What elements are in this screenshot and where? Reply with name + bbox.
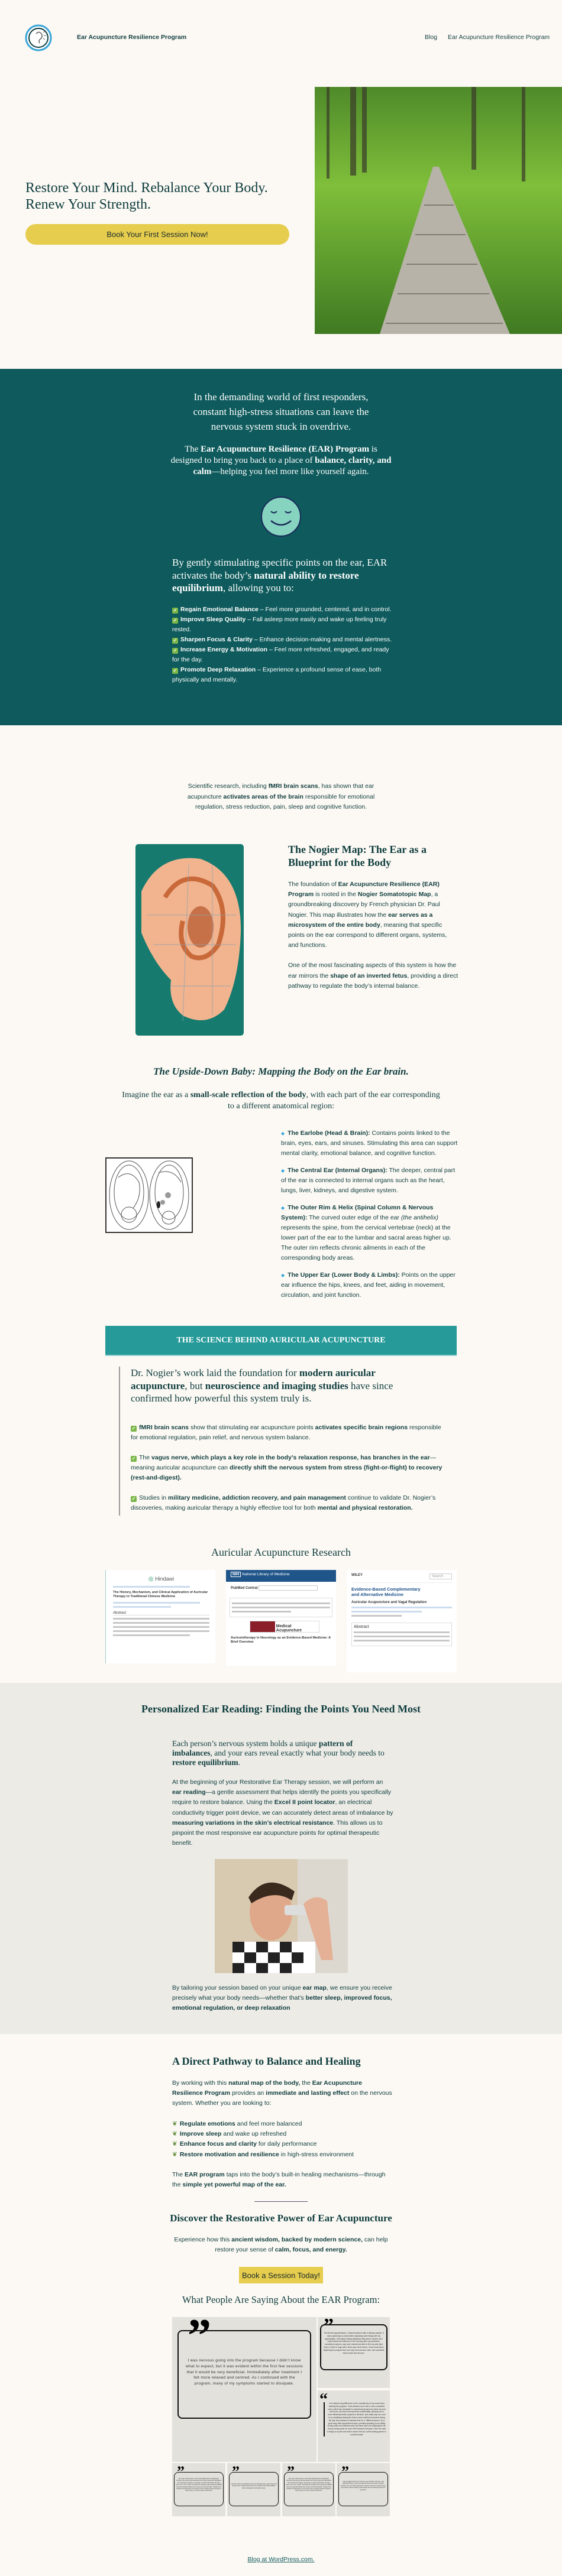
upside-down-lead	[118, 1090, 444, 1112]
check-icon: ✓	[173, 618, 177, 623]
text-segment: The	[185, 445, 201, 454]
nogier-heading: The Nogier Map: The Ear as a Blueprint for the Body	[288, 843, 427, 868]
wiley-logo: WILEY	[351, 1573, 363, 1577]
site-title[interactable]: Ear Acupuncture Resilience Program	[77, 34, 187, 41]
text-segment: continue to validate Dr. Nogier’s discoveries, making auricular therapy a highly effective tool for both	[131, 1494, 436, 1511]
emphasis-text: ear reading	[172, 1789, 206, 1796]
card-section: Abstract	[113, 1611, 209, 1615]
text-segment: By tailoring your session based on your unique	[172, 1984, 303, 1991]
emphasis-text: fMRI brain scans	[139, 1423, 189, 1431]
text-segment: —helping you feel more like yourself again.	[211, 467, 369, 476]
emphasis-text: ear serves as a microsystem of the entire body	[288, 911, 433, 929]
text-segment: By working with this	[172, 2079, 229, 2087]
science-points	[131, 1423, 444, 1513]
footer	[0, 2556, 562, 2563]
emphasis-text: ear map	[302, 1984, 327, 1991]
quote-mark-icon: ”	[341, 2463, 349, 2480]
text-segment: taps into the body’s built-in healing mechanisms—through the	[172, 2171, 386, 2189]
pathway-item	[172, 2139, 394, 2149]
text-segment: Studies in	[139, 1494, 169, 1501]
benefit-title: Regain Emotional Balance	[180, 606, 259, 613]
benefit-text: – Feel more grounded, centered, and in control.	[258, 606, 392, 613]
text-segment: The	[139, 1454, 152, 1461]
benefit-title: Promote Deep Relaxation	[180, 666, 256, 673]
testimonial-text: I was struggling with some insomnia, low frustration tolerance, and difficulty focusing. I feel less dealt with those previously in therapy sessions, but I love that acupuncture sessions seemed to clear those up way quicker without having to talk through all of the feelings behind the symptoms.	[338, 2472, 388, 2506]
region-item	[281, 1166, 458, 1196]
emphasis-text: activates areas of the brain	[223, 793, 303, 800]
upside-down-heading: The Upside-Down Baby: Mapping the Body on the Ear brain.	[153, 1066, 409, 1077]
testimonial-text: I was nervous going into the program because I didn’t know what to expect, but it was evident within the first few sessions that it would be very beneficial. Immediately after treatment I felt more relaxed and centred. As I continued with the program, many of my symptoms started to dissipate.	[177, 2330, 311, 2419]
emphasis-text: restore equilibrium	[172, 1758, 238, 1767]
emphasis-text: directly shift the nervous system from stress (fight-or-flight) to recovery (rest-and-digest).	[131, 1464, 443, 1481]
check-icon: ✓	[173, 648, 177, 653]
discover-text	[172, 2235, 390, 2255]
region-text	[281, 1130, 457, 1157]
diamond-bullet-icon: ◆	[281, 1273, 285, 1278]
pathway-item	[172, 2150, 394, 2160]
text-segment: The curved outer edge of the ear	[307, 1214, 401, 1221]
text-segment: responsible for emotional regulation, pain relief, and nervous system balance.	[131, 1423, 441, 1441]
research-card-hindawi[interactable]	[105, 1570, 215, 1663]
text-segment: At the beginning of your Restorative Ear Therapy session, we will perform an	[172, 1779, 383, 1786]
emphasis-text: fMRI brain scans	[268, 783, 318, 790]
relaxed-smiley-icon	[260, 496, 302, 537]
region-text	[281, 1167, 455, 1194]
emphasis-text: activates specific brain regions	[315, 1423, 408, 1431]
text-segment: Contains points linked to the brain, eyes, ears, and sinuses. Stimulating this area can support mental clarity, emotional balance, and cognitive function.	[281, 1130, 458, 1157]
text-segment: . This allows us to pinpoint the most responsive ear acupuncture points for optimal therapeutic benefit.	[172, 1819, 383, 1847]
benefit-item	[172, 635, 394, 645]
text-segment: provides an	[230, 2090, 266, 2097]
text-segment: show that stimulating ear acupuncture points	[189, 1423, 315, 1431]
sprout-icon: ❦	[172, 2140, 177, 2148]
text-segment: , with each part of the ear corresponding to a different anatomical region:	[227, 1091, 440, 1111]
testimonial-tile	[227, 2463, 280, 2516]
card-section: Abstract	[354, 1625, 369, 1629]
testimonial-text: My mood, clinical levels, and overall wellbeing have significantly improved. My anxiety has decreased and I rarely experience flashbacks since joining the program. Generally, my friends and family say that I seem to be more myself. Combining the program with therapy and EMDR has tremendously helped my recovery and mental health. I always look forward to acupuncture on the days I have a therapy session because it helps bring my nervous system back down.	[284, 2472, 334, 2506]
emphasis-text: Enhance focus and clarity	[179, 2140, 257, 2148]
diamond-bullet-icon: ◆	[281, 1131, 285, 1136]
testimonial-tile	[282, 2463, 335, 2516]
emphasis-text: Excel II point locator	[274, 1799, 335, 1806]
text-segment: the	[300, 2079, 312, 2087]
emphasis-text: natural map of the body,	[228, 2079, 301, 2087]
region-item	[281, 1128, 458, 1159]
text-segment: and wake up refreshed	[221, 2130, 287, 2138]
check-icon: ✓	[173, 608, 177, 613]
text-segment: represents the spine, from the cervical vertebrae (neck) at the lower part of the ear to the lumbar and sacral areas higher up. The outer rim reflects chronic ailments in each of the corresponding body areas.	[281, 1224, 451, 1261]
research-card-wiley[interactable]	[347, 1570, 457, 1672]
region-text	[281, 1271, 456, 1299]
science-point-text	[131, 1424, 441, 1441]
text-segment: The	[172, 2171, 185, 2178]
check-icon: ✓	[173, 668, 177, 673]
text-segment: —meaning auricular acupuncture can	[131, 1454, 437, 1471]
pathway-list	[172, 2119, 394, 2160]
text-segment: , but	[185, 1380, 205, 1391]
emphasis-text: Nogier Somatotopic Map	[357, 891, 431, 898]
intro-text: In the demanding world of first responders, constant high-stress situations can leave the nervous system stuck in overdrive.	[193, 391, 369, 432]
text-segment: , has shown that ear acupuncture	[187, 783, 374, 800]
text-segment: (the antihelix)	[400, 1214, 438, 1221]
text-segment: —a gentle assessment that helps identify the points you specifically require to restore balance. Using the	[172, 1789, 392, 1806]
benefit-text: – Feel more refreshed, engaged, and ready for the day.	[172, 646, 389, 663]
equilibrium-text	[172, 556, 394, 595]
emphasis-text: balance, clarity, and calm	[193, 456, 392, 476]
emphasis-text: immediate and lasting effect	[266, 2090, 350, 2097]
emphasis-text: modern auricular acupuncture	[131, 1367, 376, 1391]
emphasis-text: calm, focus, and energy.	[274, 2246, 347, 2254]
emphasis-text: pattern of imbalances	[172, 1739, 353, 1757]
text-segment: , allowing you to:	[222, 582, 294, 593]
text-segment: , meaning that specific points on the ear correspond to different organs, systems, and functions.	[288, 921, 447, 949]
pathway-item	[172, 2119, 394, 2129]
emphasis-text: The Earlobe (Head & Brain):	[288, 1130, 370, 1137]
text-segment: , we ensure you receive precisely what your body needs—whether that’s	[172, 1984, 392, 2002]
benefit-title: Improve Sleep Quality	[180, 616, 246, 623]
personalized-section	[0, 1683, 562, 2034]
emphasis-text: vagus nerve, which plays a key role in the body’s relaxation response, has branches in the ear	[151, 1454, 430, 1461]
science-quote-block	[119, 1367, 450, 1516]
benefit-title: Increase Energy & Motivation	[180, 646, 268, 653]
emphasis-text: ancient wisdom, backed by modern science,	[231, 2236, 363, 2243]
emphasis-text: Restore motivation and resilience	[179, 2150, 279, 2158]
science-point-text	[131, 1494, 435, 1511]
card-title: The History, Mechanism, and Clinical Application of Auricular Therapy in Traditional Chinese Medicine	[113, 1591, 208, 1598]
testimonial-tile	[172, 2463, 225, 2516]
text-segment: Imagine the ear as a	[122, 1091, 190, 1099]
emphasis-text: Regulate emotions	[179, 2120, 235, 2127]
personalized-lead	[172, 1739, 391, 1767]
text-segment: in high-stress environment	[279, 2150, 354, 2158]
ear-program-text	[169, 444, 393, 478]
sprout-icon: ❦	[172, 2120, 177, 2127]
text-segment: , providing a direct pathway to regulate the body’s internal balance.	[288, 972, 458, 989]
benefit-title: Sharpen Focus & Clarity	[180, 636, 253, 643]
hero-heading: Restore Your Mind. Rebalance Your Body. Renew Your Strength.	[25, 180, 268, 212]
quote-mark-icon: ”	[324, 2317, 334, 2337]
medical-acupuncture-logo: Medical Acupuncture	[250, 1621, 319, 1633]
text-segment: can help restore your sense of	[215, 2236, 388, 2254]
benefit-item	[172, 615, 394, 635]
emphasis-text: Ear Acupuncture Resilience (EAR) Program	[288, 881, 440, 898]
book-first-session-button[interactable]: Book Your First Session Now!	[25, 224, 289, 245]
text-segment: Experience how this	[174, 2236, 232, 2243]
tailoring-text	[172, 1983, 394, 2014]
diamond-bullet-icon: ◆	[281, 1205, 285, 1211]
emphasis-text: The Central Ear (Internal Organs):	[288, 1167, 387, 1174]
text-segment: By gently stimulating specific points on the ear, EAR activates the body’s	[172, 557, 387, 581]
emphasis-text: Ear Acupuncture Resilience (EAR) Program	[201, 445, 370, 454]
book-session-button[interactable]: Book a Session Today!	[239, 2267, 323, 2283]
nogier-paragraph	[288, 880, 458, 950]
testimonial-text: I've noticed a big difference in the consistency of my mood since starting this program. It has allowed me to feel a more consistent calm, which has translated to experiencing way less stress at work and home. My focus has improved substantially, allowing me to more efficiently tackle projects of all kinds, and really help me zone in on prioritizing finding the time to work out/find movement during the day. My husband is insistent that I'm a "different person" (in a good way) after appointment days, primarily speaking to my ability to stay calm and collected when my three year old is flipping her lid. I keep coming back for more EAR sessions because I love the calm it brings to my life and that is hard to find as a shift working parent to a small human!	[324, 2402, 386, 2437]
testimonial-text: Felt less tension immediately and for the following days, easier sleep and quieter mind. Coupled with therapy, this program has helped facilitate stress management and easier sleep.	[229, 2472, 279, 2506]
region-item	[281, 1203, 458, 1263]
check-icon: ✓	[173, 638, 177, 643]
text-segment: responsible for emotional regulation, stress reduction, pain, sleep and cognitive function.	[195, 793, 375, 810]
divider	[254, 2201, 308, 2202]
text-segment: have since confirmed how powerful this system truly is.	[131, 1380, 393, 1404]
emphasis-text: measuring variations in the skin’s electrical resistance	[172, 1819, 334, 1826]
emphasis-text: military medicine, addiction recovery, and pain management	[168, 1494, 346, 1501]
check-icon: ✓	[131, 1455, 136, 1461]
text-segment: for daily performance	[256, 2140, 317, 2148]
pathway-item	[172, 2129, 394, 2139]
science-point	[131, 1453, 444, 1483]
testimonial-tile	[172, 2317, 316, 2462]
quote-mark-icon: “	[319, 2390, 328, 2409]
emphasis-text: simple yet powerful map of the ear.	[182, 2181, 286, 2189]
site-logo[interactable]	[24, 22, 53, 53]
testimonial-tile	[318, 2390, 390, 2462]
emphasis-text: The Upper Ear (Lower Body & Limbs):	[288, 1271, 400, 1279]
text-segment: is rooted in the	[314, 891, 358, 898]
hindawi-logo: ◎ Hindawi	[148, 1576, 175, 1582]
ear-regions-list	[281, 1128, 458, 1308]
emphasis-text: better sleep, improved focus, emotional regulation, or deep relaxation	[172, 1994, 392, 2012]
text-segment: , and your ears reveal exactly what your body needs to	[210, 1748, 385, 1757]
journal-name: Evidence-Based Complementary and Alternative Medicine	[351, 1587, 421, 1597]
science-point	[131, 1423, 444, 1443]
benefit-text: – Enhance decision-making and mental alertness.	[252, 636, 392, 643]
discover-heading: Discover the Restorative Power of Ear Acupuncture	[170, 2212, 392, 2224]
card-title: Auriculotherapy in Neurology as an Evidence-Based Medicine: A Brief Overview	[231, 1636, 331, 1644]
sprout-icon: ❦	[172, 2130, 177, 2138]
nav-program[interactable]: Ear Acupuncture Resilience Program	[448, 34, 550, 41]
testimonial-text: My mood, clinical levels, and overall wellbeing have significantly improved. My anxiety has decreased and I rarely experience flashbacks since joining the program. Generally, my friends and family say that I seem to be more myself. Combining the program with therapy and EMDR has tremendously helped my recovery and mental health. I always look forward to acupuncture on the days I have a therapy session because it helps bring my nervous system back down.	[174, 2472, 224, 2506]
text-segment: One of the most fascinating aspects of this system is how the ear mirrors the	[288, 962, 457, 979]
emphasis-text: neuroscience and imaging studies	[205, 1380, 348, 1391]
text-segment: on the nervous system. Whether you are looking to:	[172, 2090, 392, 2107]
benefit-text: – Fall asleep more easily and wake up feeling truly rested.	[172, 616, 387, 633]
testimonial-tile	[337, 2463, 390, 2516]
text-segment: Points on the upper ear influence the hips, knees, and feet, aiding in movement, circulation, and joint function.	[281, 1271, 456, 1299]
nogier-text	[288, 880, 458, 1001]
text-segment: Each person’s nervous system holds a unique	[172, 1739, 319, 1748]
region-text	[281, 1204, 451, 1261]
emphasis-text: Improve sleep	[179, 2130, 222, 2138]
pathway-heading: A Direct Pathway to Balance and Healing	[172, 2055, 361, 2067]
research-heading: Auricular Acupuncture Research	[211, 1546, 351, 1558]
ear-reading-text	[172, 1777, 394, 1848]
testimonial-text: The first few appointments, I booked myself in after a therapy session. It was a great way to unwind after unpacking some things with my psychologist. I felt calmer leaving Wayfound than when I arrived, but I really noticed the difference in the evening after my treatments- sometimes euphoric, way more relaxed and able to find my calm (and keep it, which is huge with a three year old at home). I have found since beginning the program that I am way more focused, calm, and consistent both at work and at home.	[320, 2324, 387, 2370]
quote-mark-icon: ”	[177, 2463, 185, 2480]
text-segment: , a groundbreaking discovery by French physician Dr. Paul Nogier. This map illustrates how the	[288, 891, 440, 919]
science-point-text	[131, 1454, 442, 1481]
check-icon: ✓	[131, 1425, 136, 1431]
ear-reading-photo	[215, 1859, 348, 1973]
pathway-text	[172, 2078, 394, 2109]
benefits-list	[172, 605, 394, 685]
emphasis-text: shape of an inverted fetus	[330, 972, 408, 979]
science-point	[131, 1493, 444, 1513]
quote-mark-icon: ”	[232, 2463, 240, 2480]
benefit-item	[172, 665, 394, 685]
benefit-text: – Experience a profound sense of ease, both physically and mentally.	[172, 666, 382, 683]
emphasis-text: mental and physical restoration.	[317, 1504, 413, 1511]
nav-blog[interactable]: Blog	[425, 34, 438, 41]
text-segment: , an electrical conductivity trigger point device, we can accurately detect areas of imbalance by	[172, 1799, 393, 1816]
forest-boardwalk-image	[315, 87, 562, 334]
inverted-fetus-diagram	[105, 1157, 193, 1233]
benefit-item	[172, 605, 394, 615]
ear-program-summary	[172, 2170, 394, 2190]
card-title: Auricular Acupuncture and Vagal Regulation	[351, 1601, 427, 1604]
text-segment: is designed to bring you back to a place of	[170, 445, 377, 465]
testimonial-tile	[318, 2317, 390, 2388]
quote-mark-icon: ”	[287, 2463, 295, 2480]
nogier-paragraph	[288, 961, 458, 991]
wiley-search[interactable]: Search	[429, 1573, 452, 1579]
emphasis-text: natural ability to restore equilibrium	[172, 569, 359, 593]
personalized-heading: Personalized Ear Reading: Finding the Points You Need Most	[141, 1703, 421, 1715]
science-banner: THE SCIENCE BEHIND AURICULAR ACUPUNCTURE	[105, 1326, 457, 1356]
emphasis-text: small-scale reflection of the body	[190, 1091, 306, 1099]
science-note	[180, 781, 382, 813]
testimonials-heading: What People Are Saying About the EAR Program:	[182, 2294, 380, 2305]
text-segment: Dr. Nogier’s work laid the foundation for	[131, 1367, 299, 1378]
text-segment: Scientific research, including	[188, 783, 269, 790]
emphasis-text: EAR program	[185, 2171, 225, 2178]
text-segment: The deeper, central part of the ear is connected to internal organs such as the heart, lungs, liver, kidneys, and digestive system.	[281, 1167, 455, 1194]
sprout-icon: ❦	[172, 2150, 177, 2158]
pmc-logo: PubMed Central	[226, 1582, 336, 1594]
research-card-nlm[interactable]	[226, 1570, 336, 1666]
region-item	[281, 1270, 458, 1300]
nlm-header: NIH National Library of Medicine	[226, 1570, 336, 1582]
diamond-bullet-icon: ◆	[281, 1168, 285, 1173]
ear-model-image	[135, 844, 244, 1036]
emphasis-text: The Outer Rim & Helix (Spinal Column & Nervous System):	[281, 1204, 434, 1221]
intro-section	[0, 369, 562, 725]
wordpress-link[interactable]: Blog at WordPress.com.	[247, 2556, 315, 2563]
quote-mark-icon: ”	[188, 2317, 211, 2362]
text-segment: and feel more balanced	[235, 2120, 302, 2127]
text-segment: The foundation of	[288, 881, 338, 888]
benefit-item	[172, 645, 394, 665]
emphasis-text: Ear Acupuncture Resilience Program	[172, 2079, 362, 2097]
text-segment: .	[238, 1758, 240, 1767]
check-icon: ✓	[131, 1495, 136, 1501]
science-quote	[131, 1367, 427, 1405]
